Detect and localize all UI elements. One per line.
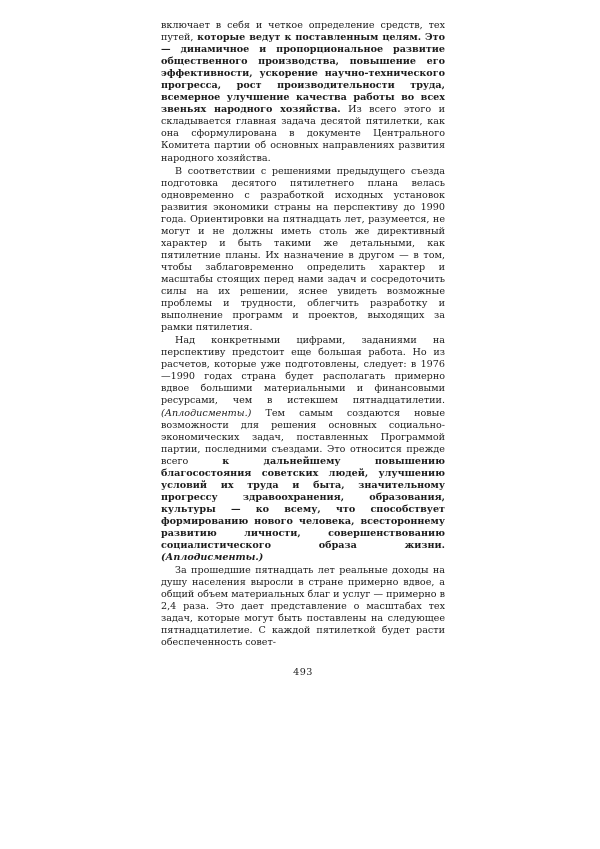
paragraph-3-text-3: Тем самым создаются новые возможности для решения основных социально-экономических задач, поставленных Программой партии, последними съездами. Это относится прежде всего [161,407,445,467]
document-page [161,20,445,679]
paragraph-3-text-1: Над конкретными цифрами, заданиями на перспективу предстоит еще большая работа. Но из расчетов, которые уже подготовлены, следует: в 1976—1990 годах страна будет располагать примерно вдвое большими материальными и финансовыми ресурсами, чем в истекшем пятнадцатилетии. [161,335,445,407]
paragraph-3-applause-2: (Аплодисменты.) [161,552,264,564]
paragraph-2-text: В соответствии с решениями предыдущего съезда подготовка десятого пятилетнего плана велась одновременно с разработкой исходных установок развития экономики страны на перспективу до 1990 года. Ориентировки на пятнадцать лет, разумеется, не могут и не должны иметь столь же директивный характер и быть такими же детальными, как пятилетние планы. Их назначение в другом — в том, чтобы заблаговременно определить характер и масштабы стоящих перед нами задач и сосредоточить силы на их решении, яснее увидеть возможные проблемы и трудности, облегчить разработку и выполнение программ и проектов, выходящих за рамки пятилетия. [161,165,445,334]
paragraph-1-bold-text: которые ведут к поставленным целям. Это — динамичное и пропорциональное развитие общественного производства, повышение его эффективности, ускорение научно-технического прогресса, рост производительности труда, всемерное улучшение качества работы во всех звеньях народного хозяйства. [161,32,445,116]
paragraph-4-text: За прошедшие пятнадцать лет реальные доходы на душу населения выросли в стране примерно вдвое, а общий объем материальных благ и услуг — примерно в 2,4 раза. Это дает представление о масштабах тех задач, которые могут быть поставлены на следующее пятнадцатилетие. С каждой пятилеткой будет расти обеспеченность совет- [161,565,445,649]
paragraph-3 [161,335,445,564]
paragraph-1 [161,20,445,165]
paragraph-4 [161,565,445,649]
paragraph-2 [161,166,445,335]
paragraph-1-text-3: Из всего этого и складывается главная задача десятой пятилетки, как она сформулирована в документе Центрального Комитета партии об основных направлениях развития народного хозяйства. [161,104,445,164]
paragraph-1-text-1: включает в себя и четкое определение средств, тех путей, [161,20,445,44]
page-number: 493 [293,667,313,679]
paragraph-3-bold-text: к дальнейшему повышению благосостояния советских людей, улучшению условий их труда и быта, значительному прогрессу здравоохранения, образования, культуры — ко всему, что способствует формированию нового человека, всестороннему развитию личности, совершенствованию социалистического образа жизни. [161,455,445,552]
paragraph-3-applause-1: (Аплодисменты.) [161,407,252,419]
